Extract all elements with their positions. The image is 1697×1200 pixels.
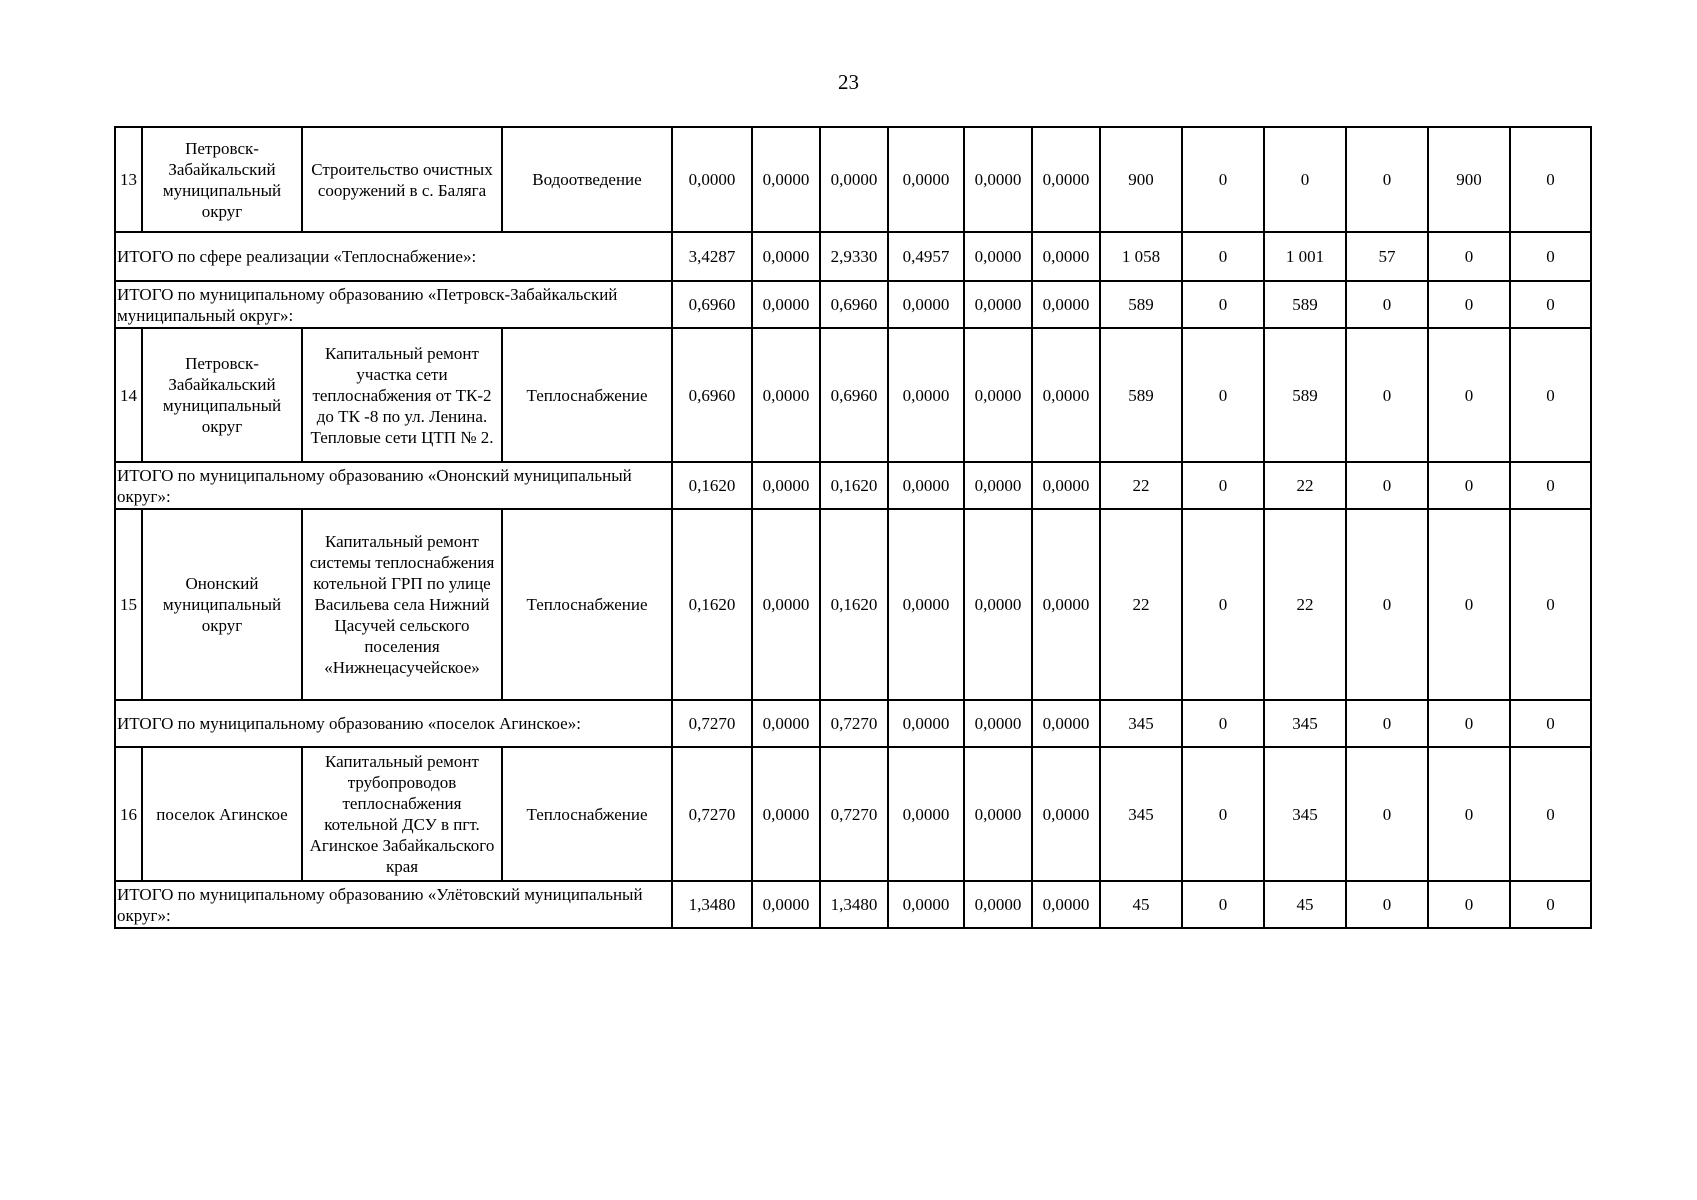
row-number-cell: 14 <box>115 328 142 462</box>
value-cell: 0,0000 <box>964 281 1032 328</box>
value-cell: 0,0000 <box>888 509 964 700</box>
value-cell: 0,0000 <box>752 232 820 281</box>
value-cell: 0 <box>1510 281 1591 328</box>
value-cell: 0 <box>1428 462 1510 509</box>
value-cell: 0,0000 <box>752 462 820 509</box>
value-cell: 0 <box>1428 281 1510 328</box>
value-cell: 0,0000 <box>888 700 964 747</box>
financing-table <box>114 126 1592 929</box>
value-cell: 0 <box>1346 127 1428 232</box>
table-row <box>115 747 1591 881</box>
value-cell: 345 <box>1100 700 1182 747</box>
value-cell: 0 <box>1428 747 1510 881</box>
value-cell: 0 <box>1346 462 1428 509</box>
value-cell: 0 <box>1182 881 1264 928</box>
total-row <box>115 700 1591 747</box>
value-cell: 0 <box>1182 127 1264 232</box>
table-row <box>115 509 1591 700</box>
project-cell: Капитальный ремонт системы теплоснабжения котельной ГРП по улице Васильева села Нижний Цасучей сельского поселения «Нижнецасучейское» <box>302 509 502 700</box>
value-cell: 0,0000 <box>964 881 1032 928</box>
value-cell: 0 <box>1510 700 1591 747</box>
value-cell: 0,0000 <box>1032 281 1100 328</box>
value-cell: 900 <box>1100 127 1182 232</box>
value-cell: 1 058 <box>1100 232 1182 281</box>
value-cell: 0 <box>1182 747 1264 881</box>
value-cell: 589 <box>1264 281 1346 328</box>
total-label-cell: ИТОГО по муниципальному образованию «Улётовский муниципальный округ»: <box>115 881 672 928</box>
value-cell: 0,0000 <box>752 328 820 462</box>
sphere-cell: Теплоснабжение <box>502 328 672 462</box>
value-cell: 1 001 <box>1264 232 1346 281</box>
value-cell: 0,0000 <box>964 462 1032 509</box>
total-row <box>115 281 1591 328</box>
municipality-cell: поселок Агинское <box>142 747 302 881</box>
value-cell: 0,7270 <box>672 700 752 747</box>
value-cell: 0,7270 <box>672 747 752 881</box>
value-cell: 0,1620 <box>820 462 888 509</box>
total-label-cell: ИТОГО по муниципальному образованию «Петровск-Забайкальский муниципальный округ»: <box>115 281 672 328</box>
value-cell: 0 <box>1346 509 1428 700</box>
value-cell: 0,0000 <box>752 700 820 747</box>
value-cell: 589 <box>1100 281 1182 328</box>
value-cell: 0 <box>1346 881 1428 928</box>
value-cell: 0 <box>1346 700 1428 747</box>
value-cell: 3,4287 <box>672 232 752 281</box>
value-cell: 0,6960 <box>672 328 752 462</box>
value-cell: 0,0000 <box>888 281 964 328</box>
value-cell: 0,6960 <box>820 281 888 328</box>
value-cell: 0,0000 <box>752 281 820 328</box>
sphere-cell: Теплоснабжение <box>502 747 672 881</box>
value-cell: 0 <box>1182 509 1264 700</box>
table-row <box>115 328 1591 462</box>
value-cell: 22 <box>1100 462 1182 509</box>
value-cell: 0,0000 <box>964 328 1032 462</box>
value-cell: 345 <box>1264 700 1346 747</box>
value-cell: 0,7270 <box>820 700 888 747</box>
value-cell: 0 <box>1182 462 1264 509</box>
value-cell: 45 <box>1264 881 1346 928</box>
row-number-cell: 15 <box>115 509 142 700</box>
value-cell: 0 <box>1428 509 1510 700</box>
value-cell: 0,0000 <box>964 232 1032 281</box>
value-cell: 0 <box>1346 328 1428 462</box>
total-label-cell: ИТОГО по муниципальному образованию «поселок Агинское»: <box>115 700 672 747</box>
value-cell: 0 <box>1510 232 1591 281</box>
value-cell: 589 <box>1100 328 1182 462</box>
value-cell: 0,0000 <box>752 747 820 881</box>
value-cell: 0,6960 <box>672 281 752 328</box>
value-cell: 0,0000 <box>1032 509 1100 700</box>
value-cell: 0 <box>1428 881 1510 928</box>
value-cell: 345 <box>1264 747 1346 881</box>
value-cell: 0 <box>1182 281 1264 328</box>
value-cell: 0,1620 <box>820 509 888 700</box>
municipality-cell: Петровск-Забайкальский муниципальный округ <box>142 127 302 232</box>
value-cell: 0 <box>1510 509 1591 700</box>
value-cell: 0 <box>1510 881 1591 928</box>
row-number-cell: 13 <box>115 127 142 232</box>
total-row <box>115 232 1591 281</box>
value-cell: 0 <box>1510 328 1591 462</box>
value-cell: 0,0000 <box>1032 328 1100 462</box>
total-label-cell: ИТОГО по муниципальному образованию «Ононский муниципальный округ»: <box>115 462 672 509</box>
value-cell: 1,3480 <box>672 881 752 928</box>
value-cell: 0,0000 <box>888 462 964 509</box>
value-cell: 345 <box>1100 747 1182 881</box>
value-cell: 1,3480 <box>820 881 888 928</box>
value-cell: 2,9330 <box>820 232 888 281</box>
value-cell: 0,1620 <box>672 509 752 700</box>
value-cell: 0,0000 <box>820 127 888 232</box>
total-row <box>115 881 1591 928</box>
municipality-cell: Петровск-Забайкальский муниципальный округ <box>142 328 302 462</box>
value-cell: 589 <box>1264 328 1346 462</box>
value-cell: 0,0000 <box>1032 127 1100 232</box>
value-cell: 0,7270 <box>820 747 888 881</box>
value-cell: 0,0000 <box>1032 462 1100 509</box>
value-cell: 57 <box>1346 232 1428 281</box>
value-cell: 0,0000 <box>964 747 1032 881</box>
value-cell: 0 <box>1346 281 1428 328</box>
value-cell: 0 <box>1510 462 1591 509</box>
value-cell: 0,0000 <box>1032 700 1100 747</box>
value-cell: 0,0000 <box>964 509 1032 700</box>
value-cell: 0 <box>1428 328 1510 462</box>
value-cell: 0,0000 <box>752 509 820 700</box>
value-cell: 0,0000 <box>1032 881 1100 928</box>
value-cell: 0,0000 <box>964 127 1032 232</box>
page-number: 23 <box>838 70 859 94</box>
municipality-cell: Ононский муниципальный округ <box>142 509 302 700</box>
value-cell: 0,0000 <box>672 127 752 232</box>
value-cell: 0,0000 <box>888 881 964 928</box>
value-cell: 0 <box>1428 232 1510 281</box>
project-cell: Капитальный ремонт участка сети теплоснабжения от ТК-2 до ТК -8 по ул. Ленина. Тепловые сети ЦТП № 2. <box>302 328 502 462</box>
row-number-cell: 16 <box>115 747 142 881</box>
value-cell: 0,6960 <box>820 328 888 462</box>
project-cell: Строительство очистных сооружений в с. Баляга <box>302 127 502 232</box>
total-label-cell: ИТОГО по сфере реализации «Теплоснабжение»: <box>115 232 672 281</box>
value-cell: 0 <box>1428 700 1510 747</box>
value-cell: 22 <box>1264 462 1346 509</box>
value-cell: 0,0000 <box>752 881 820 928</box>
sphere-cell: Теплоснабжение <box>502 509 672 700</box>
table-row <box>115 127 1591 232</box>
value-cell: 45 <box>1100 881 1182 928</box>
value-cell: 0 <box>1182 232 1264 281</box>
value-cell: 0,4957 <box>888 232 964 281</box>
value-cell: 0,0000 <box>888 127 964 232</box>
project-cell: Капитальный ремонт трубопроводов теплоснабжения котельной ДСУ в пгт. Агинское Забайкальского края <box>302 747 502 881</box>
value-cell: 0 <box>1510 127 1591 232</box>
value-cell: 0,0000 <box>1032 232 1100 281</box>
value-cell: 0,0000 <box>964 700 1032 747</box>
value-cell: 0,0000 <box>888 747 964 881</box>
value-cell: 22 <box>1264 509 1346 700</box>
value-cell: 0,0000 <box>752 127 820 232</box>
sphere-cell: Водоотведение <box>502 127 672 232</box>
value-cell: 0 <box>1264 127 1346 232</box>
value-cell: 0 <box>1346 747 1428 881</box>
value-cell: 0,1620 <box>672 462 752 509</box>
value-cell: 0 <box>1510 747 1591 881</box>
table-body <box>115 127 1591 928</box>
total-row <box>115 462 1591 509</box>
value-cell: 0,0000 <box>888 328 964 462</box>
value-cell: 900 <box>1428 127 1510 232</box>
value-cell: 0,0000 <box>1032 747 1100 881</box>
value-cell: 0 <box>1182 328 1264 462</box>
value-cell: 0 <box>1182 700 1264 747</box>
value-cell: 22 <box>1100 509 1182 700</box>
